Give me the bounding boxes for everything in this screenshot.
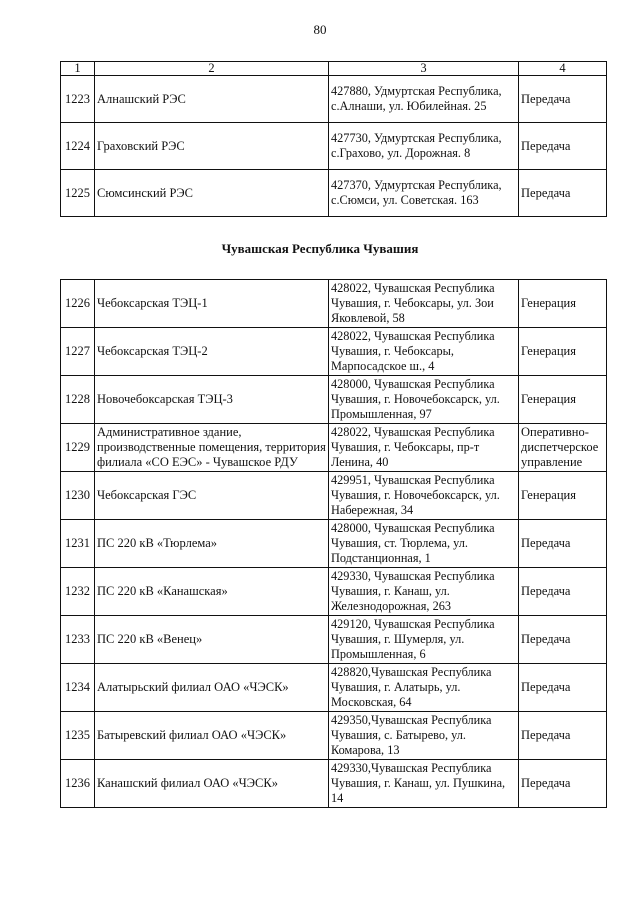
row-address: 429330,Чувашская Республика Чувашия, г. Канаш, ул. Пушкина, 14 xyxy=(329,760,519,808)
row-name: Батыревский филиал ОАО «ЧЭСК» xyxy=(95,712,329,760)
row-function: Передача xyxy=(519,664,607,712)
row-number: 1232 xyxy=(61,568,95,616)
row-function: Передача xyxy=(519,123,607,170)
table-row xyxy=(61,376,607,424)
row-number: 1225 xyxy=(61,170,95,217)
row-number: 1224 xyxy=(61,123,95,170)
row-function: Генерация xyxy=(519,472,607,520)
row-name: Алатырьский филиал ОАО «ЧЭСК» xyxy=(95,664,329,712)
row-number: 1236 xyxy=(61,760,95,808)
row-name: Канашский филиал ОАО «ЧЭСК» xyxy=(95,760,329,808)
row-function: Генерация xyxy=(519,280,607,328)
row-number: 1227 xyxy=(61,328,95,376)
row-number: 1234 xyxy=(61,664,95,712)
row-number: 1226 xyxy=(61,280,95,328)
table-row xyxy=(61,712,607,760)
row-number: 1230 xyxy=(61,472,95,520)
row-name: ПС 220 кВ «Венец» xyxy=(95,616,329,664)
row-function: Генерация xyxy=(519,328,607,376)
row-name: Граховский РЭС xyxy=(95,123,329,170)
row-name: Чебоксарская ТЭЦ-2 xyxy=(95,328,329,376)
row-name: Чебоксарская ТЭЦ-1 xyxy=(95,280,329,328)
table-udmurt xyxy=(60,61,607,217)
section-title: Чувашская Республика Чувашия xyxy=(221,241,419,256)
page-number: 80 xyxy=(313,22,327,37)
table-row xyxy=(61,424,607,472)
row-address: 429330, Чувашская Республика Чувашия, г. Канаш, ул. Железнодорожная, 263 xyxy=(329,568,519,616)
row-address: 429350,Чувашская Республика Чувашия, с. Батырево, ул. Комарова, 13 xyxy=(329,712,519,760)
row-function: Генерация xyxy=(519,376,607,424)
table-row xyxy=(61,170,607,217)
table-row xyxy=(61,664,607,712)
row-address: 427370, Удмуртская Республика, с.Сюмси, ул. Советская. 163 xyxy=(329,170,519,217)
header-col-4: 4 xyxy=(519,62,607,76)
row-address: 428820,Чувашская Республика Чувашия, г. Алатырь, ул. Московская, 64 xyxy=(329,664,519,712)
header-col-1: 1 xyxy=(61,62,95,76)
table-header-row xyxy=(61,62,607,76)
row-address: 428022, Чувашская Республика Чувашия, г. Чебоксары, пр-т Ленина, 40 xyxy=(329,424,519,472)
row-function: Передача xyxy=(519,76,607,123)
row-function: Передача xyxy=(519,616,607,664)
row-address: 428022, Чувашская Республика Чувашия, г. Чебоксары, Марпосадское ш., 4 xyxy=(329,328,519,376)
table-row xyxy=(61,76,607,123)
row-function: Передача xyxy=(519,520,607,568)
row-function: Передача xyxy=(519,170,607,217)
table-row xyxy=(61,760,607,808)
header-col-2: 2 xyxy=(95,62,329,76)
row-address: 427730, Удмуртская Республика, с.Грахово, ул. Дорожная. 8 xyxy=(329,123,519,170)
table-row xyxy=(61,472,607,520)
row-name: Чебоксарская ГЭС xyxy=(95,472,329,520)
row-address: 428000, Чувашская Республика Чувашия, г. Новочебоксарск, ул. Промышленная, 97 xyxy=(329,376,519,424)
row-address: 429951, Чувашская Республика Чувашия, г. Новочебоксарск, ул. Набережная, 34 xyxy=(329,472,519,520)
row-function: Передача xyxy=(519,712,607,760)
table-chuvashia xyxy=(60,279,607,808)
row-function: Передача xyxy=(519,760,607,808)
row-number: 1231 xyxy=(61,520,95,568)
row-number: 1233 xyxy=(61,616,95,664)
row-address: 429120, Чувашская Республика Чувашия, г. Шумерля, ул. Промышленная, 6 xyxy=(329,616,519,664)
row-address: 428000, Чувашская Республика Чувашия, ст. Тюрлема, ул. Подстанционная, 1 xyxy=(329,520,519,568)
row-name: Новочебоксарская ТЭЦ-3 xyxy=(95,376,329,424)
row-number: 1235 xyxy=(61,712,95,760)
table-row xyxy=(61,280,607,328)
row-address: 427880, Удмуртская Республика, с.Алнаши, ул. Юбилейная. 25 xyxy=(329,76,519,123)
header-col-3: 3 xyxy=(329,62,519,76)
row-function: Передача xyxy=(519,568,607,616)
table-row xyxy=(61,123,607,170)
row-name: Административное здание, производственные помещения, территория филиала «СО ЕЭС» - Чувашское РДУ xyxy=(95,424,329,472)
row-function: Оперативно-диспетчерское управление xyxy=(519,424,607,472)
row-name: Сюмсинский РЭС xyxy=(95,170,329,217)
row-name: ПС 220 кВ «Тюрлема» xyxy=(95,520,329,568)
table-row xyxy=(61,520,607,568)
row-name: Алнашский РЭС xyxy=(95,76,329,123)
row-number: 1223 xyxy=(61,76,95,123)
row-number: 1228 xyxy=(61,376,95,424)
row-number: 1229 xyxy=(61,424,95,472)
row-address: 428022, Чувашская Республика Чувашия, г. Чебоксары, ул. Зои Яковлевой, 58 xyxy=(329,280,519,328)
table-row xyxy=(61,616,607,664)
table-row xyxy=(61,568,607,616)
table-row xyxy=(61,328,607,376)
row-name: ПС 220 кВ «Канашская» xyxy=(95,568,329,616)
